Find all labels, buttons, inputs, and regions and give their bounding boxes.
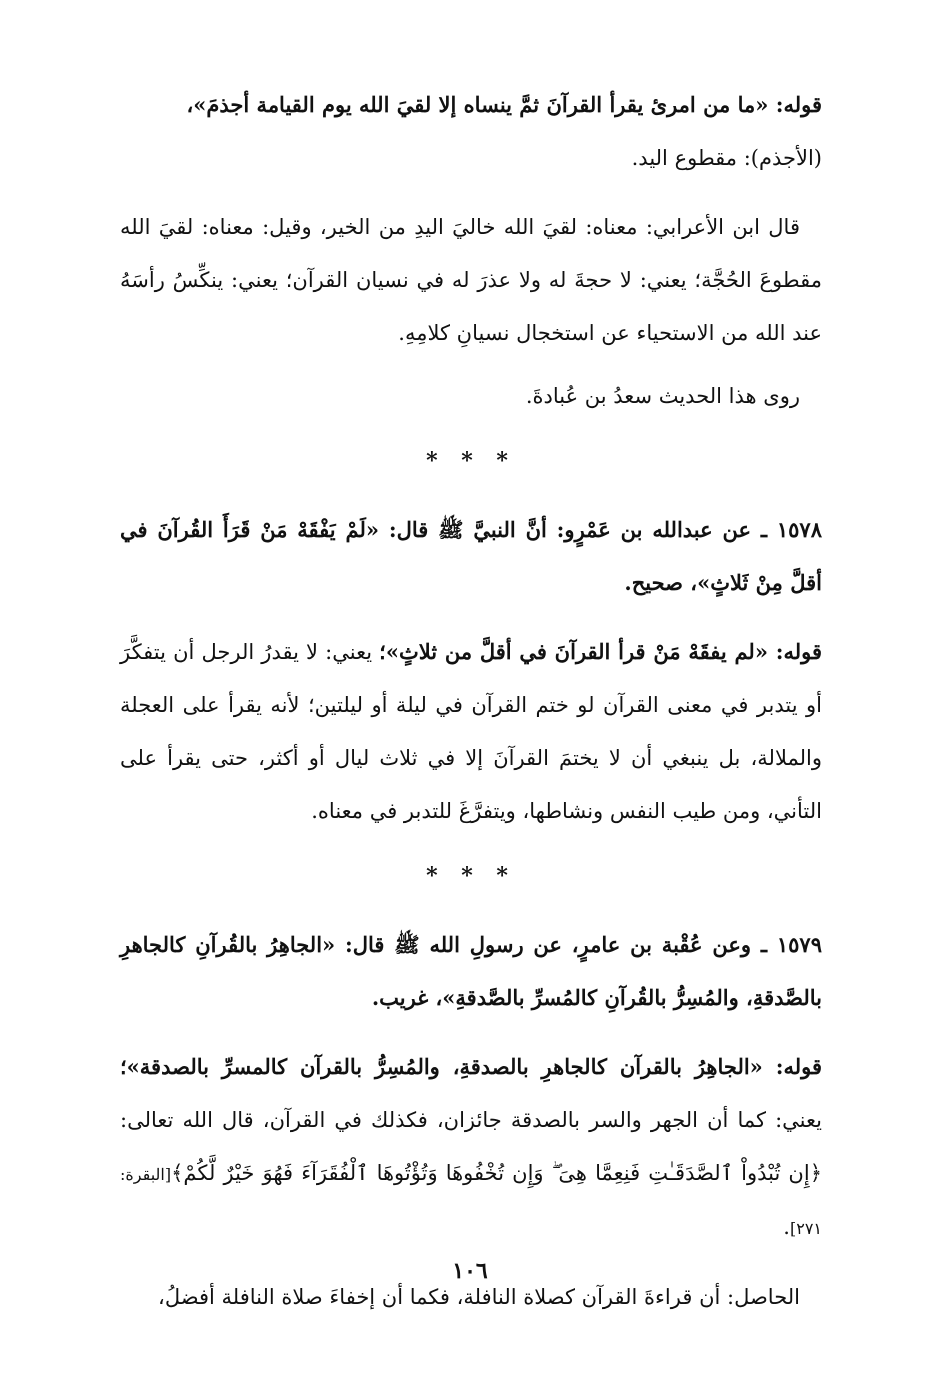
verse-reference-end: .: [783, 1215, 790, 1239]
hadith-1578-commentary: [120, 625, 822, 838]
verse-reference: [البقرة: ٢٧١]: [120, 1165, 822, 1238]
hadith-1578: ١٥٧٨ ـ عن عبدالله بن عَمْرٍو: أنَّ النبيَّ ﷺ قال: «لَمْ يَفْقَهْ مَنْ قَرَأَ القُرآنَ في أقلَّ مِنْ ثَلاثٍ»، صحيح.: [120, 517, 822, 595]
quote-text: «ما من امرئ يقرأ القرآنَ ثمَّ ينساه إلا لقيَ الله يوم القيامة أجذمَ»،: [186, 92, 769, 117]
section1-explanation: قال ابن الأعرابي: معناه: لقيَ الله خاليَ اليدِ من الخير، وقيل: معناه: لقيَ الله مقطوعَ الحُجَّة؛ يعني: لا حجةَ له ولا عذرَ له في نسيان القرآن؛ يعني: ينكِّسُ رأسَهُ عند الله من الاستحياء عن استخجال نسيانِ كلامِهِ.: [120, 215, 822, 345]
comment-label: قوله:: [767, 639, 823, 664]
comment-quote: «الجاهِرُ بالقرآن كالجاهرِ بالصدقةِ، والمُسِرُّ بالقرآن كالمسرِّ بالصدقة»؛: [120, 1054, 763, 1079]
comment-label: قوله:: [762, 1054, 822, 1079]
comment-quote: «لم يفقَهْ مَنْ قرأ القرآنَ في أقلَّ من ثلاثٍ»؛: [379, 639, 768, 664]
page-number: ١٠٦: [452, 1258, 488, 1284]
section1-quote: [120, 78, 822, 132]
section-separator: * * *: [426, 448, 516, 474]
comment-text: يعني: لا يقدرُ الرجل أن يتفكَّرَ أو يتدبر في معنى القرآن لو ختم القرآن في ليلة أو ليلتين؛ لأنه يقرأ على العجلة والملالة، بل ينبغي أن لا يختمَ القرآنَ إلا في ثلاث ليال أو أكثر، حتى يقرأ على التأني، ومن طيب النفس ونشاطها، ويتفرَّغَ للتدبر في معناه.: [120, 640, 822, 823]
comment-text: يعني: كما أن الجهر والسر بالصدقة جائزان، فكذلك في القرآن، قال الله تعالى:: [120, 1108, 822, 1132]
section1-narrator: روى هذا الحديث سعدُ بن عُبادةَ.: [525, 384, 800, 408]
section1-definition: (الأجذم): مقطوع اليد.: [631, 146, 822, 170]
conclusion: الحاصل: أن قراءةَ القرآن كصلاة النافلة، فكما أن إخفاءَ صلاة النافلة أفضلُ،: [158, 1285, 800, 1309]
quote-label: قوله:: [768, 92, 822, 117]
hadith-1579: ١٥٧٩ ـ وعن عُقْبة بن عامرٍ، عن رسولِ الله ﷺ قال: «الجاهِرُ بالقُرآنِ كالجاهرِ بالصَّدقةِ، والمُسِرُّ بالقُرآنِ كالمُسرِّ بالصَّدقةِ»، غريب.: [120, 932, 822, 1010]
page-body: [120, 78, 822, 1324]
quran-verse: ﴿إِن تُبْدُواْ ٱلصَّدَقَـٰتِ فَنِعِمَّا هِىَ ۖ وَإِن تُخْفُوهَا وَتُؤْتُوهَا ٱلْفُقَرَآءَ فَهُوَ خَيْرٌ لَّكُمْ﴾: [171, 1161, 822, 1185]
hadith-1579-commentary: [120, 1040, 822, 1255]
section-separator-2: * * *: [426, 863, 516, 889]
